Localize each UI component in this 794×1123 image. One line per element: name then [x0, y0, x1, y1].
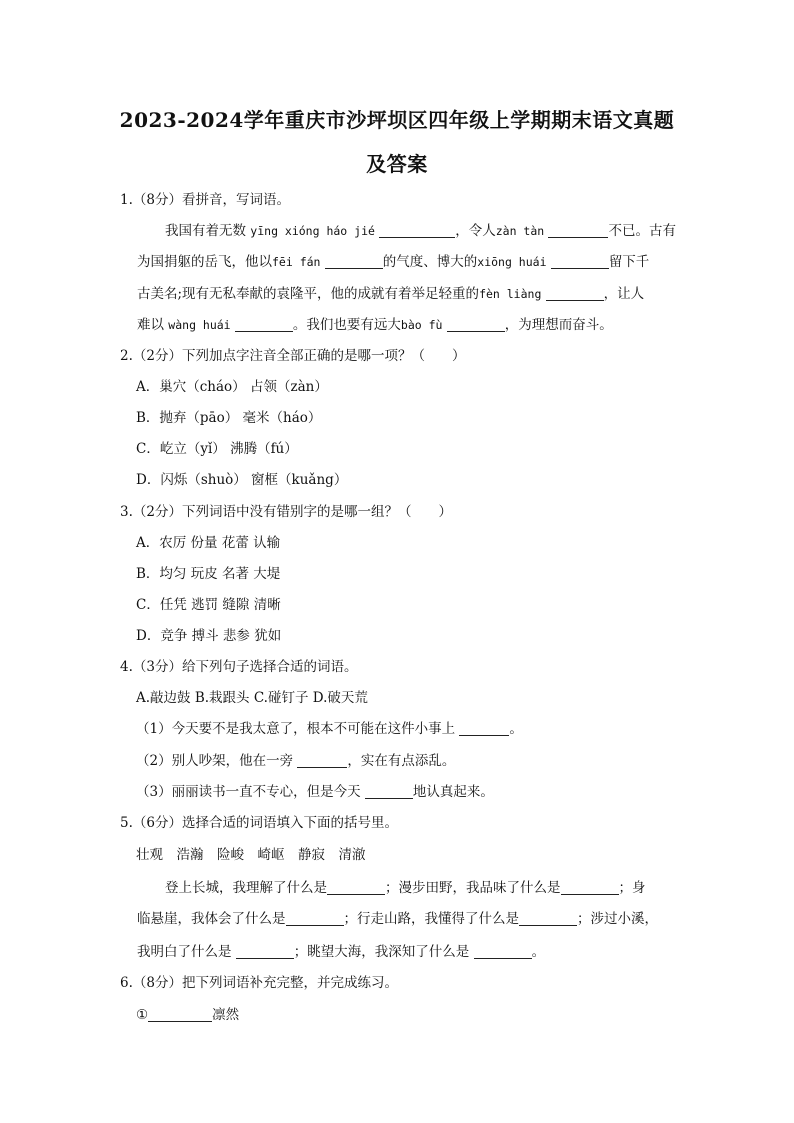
question-1-line-3: 古美名;现有无私奉献的袁隆平，他的成就有着举足轻重的fèn liàng ，让人	[137, 286, 645, 302]
question-3-option-c[interactable]: C．任凭 逃罚 缝隙 清晰	[136, 597, 281, 613]
answer-blank[interactable]	[546, 287, 604, 302]
question-4-sentence-1: （1）今天要不是我太意了，根本不可能在这件小事上 。	[136, 721, 523, 737]
question-4-sentence-2: （2）别人吵架，他在一旁 ，实在有点添乱。	[136, 753, 456, 769]
answer-blank[interactable]	[325, 255, 383, 270]
question-3-option-b[interactable]: B．均匀 玩皮 名著 大堤	[136, 566, 281, 582]
question-2-option-b[interactable]: B．抛弃（pāo） 毫米（háo）	[136, 410, 322, 426]
answer-blank[interactable]	[327, 881, 385, 896]
question-3-option-a[interactable]: A．农厉 份量 花蕾 认输	[136, 535, 281, 551]
question-5-heading: 5.（6分）选择合适的词语填入下面的括号里。	[120, 815, 398, 831]
question-4-heading: 4.（3分）给下列句子选择合适的词语。	[120, 659, 358, 675]
question-3-heading: 3.（2分）下列词语中没有错别字的是哪一组？（ ）	[120, 504, 452, 520]
answer-blank[interactable]	[551, 255, 609, 270]
question-5-line-2: 临悬崖，我体会了什么是 ；行走山路，我懂得了什么是 ；涉过小溪，	[137, 911, 658, 927]
question-2-option-c[interactable]: C．屹立（yǐ） 沸腾（fú）	[136, 441, 298, 457]
answer-blank[interactable]	[459, 722, 509, 737]
question-4-choices: A.敲边鼓 B.栽跟头 C.碰钉子 D.破天荒	[136, 690, 368, 706]
question-6-heading: 6.（8分）把下列词语补充完整，并完成练习。	[120, 975, 398, 991]
answer-blank[interactable]	[447, 318, 505, 333]
question-1-line-1: 我国有着无数 yīng xióng háo jié ，令人zàn tàn 不已。古有	[165, 223, 676, 239]
question-4-sentence-3: （3）丽丽读书一直不专心，但是今天 地认真起来。	[136, 784, 494, 800]
answer-blank[interactable]	[379, 224, 455, 239]
question-6-item-1: ① 凛然	[136, 1007, 240, 1023]
question-5-line-3: 我明白了什么是 ；眺望大海，我深知了什么是 。	[137, 944, 546, 960]
question-1-line-4: 难以 wàng huái 。我们也要有远大bào fù ，为理想而奋斗。	[137, 317, 613, 333]
page-title: 2023-2024学年重庆市沙坪坝区四年级上学期期末语文真题	[119, 108, 675, 132]
answer-blank[interactable]	[286, 912, 344, 927]
answer-blank[interactable]	[236, 945, 294, 960]
question-5-word-bank: 壮观 浩瀚 险峻 崎岖 静寂 清澈	[136, 847, 366, 863]
answer-blank[interactable]	[297, 754, 347, 769]
question-2-option-d[interactable]: D．闪烁（shuò） 窗框（kuǎng）	[136, 472, 348, 488]
answer-blank[interactable]	[548, 224, 608, 239]
question-3-option-d[interactable]: D．竞争 搏斗 悲参 犹如	[136, 628, 282, 644]
answer-blank[interactable]	[365, 785, 413, 800]
question-1-line-2: 为国捐躯的岳飞，他以fēi fán 的气度、博大的xiōng huái 留下千	[137, 254, 650, 270]
answer-blank[interactable]	[561, 881, 619, 896]
answer-blank[interactable]	[519, 912, 577, 927]
answer-blank[interactable]	[235, 318, 293, 333]
question-1-heading: 1.（8分）看拼音，写词语。	[120, 192, 290, 208]
answer-blank[interactable]	[474, 945, 532, 960]
question-2-option-a[interactable]: A．巢穴（cháo） 占领（zàn）	[136, 379, 328, 395]
question-2-heading: 2.（2分）下列加点字注音全部正确的是哪一项？（ ）	[120, 348, 466, 364]
answer-blank[interactable]	[148, 1008, 212, 1023]
page-title-continued: 及答案	[366, 152, 428, 176]
question-5-line-1: 登上长城，我理解了什么是 ；漫步田野，我品味了什么是 ；身	[165, 880, 646, 896]
